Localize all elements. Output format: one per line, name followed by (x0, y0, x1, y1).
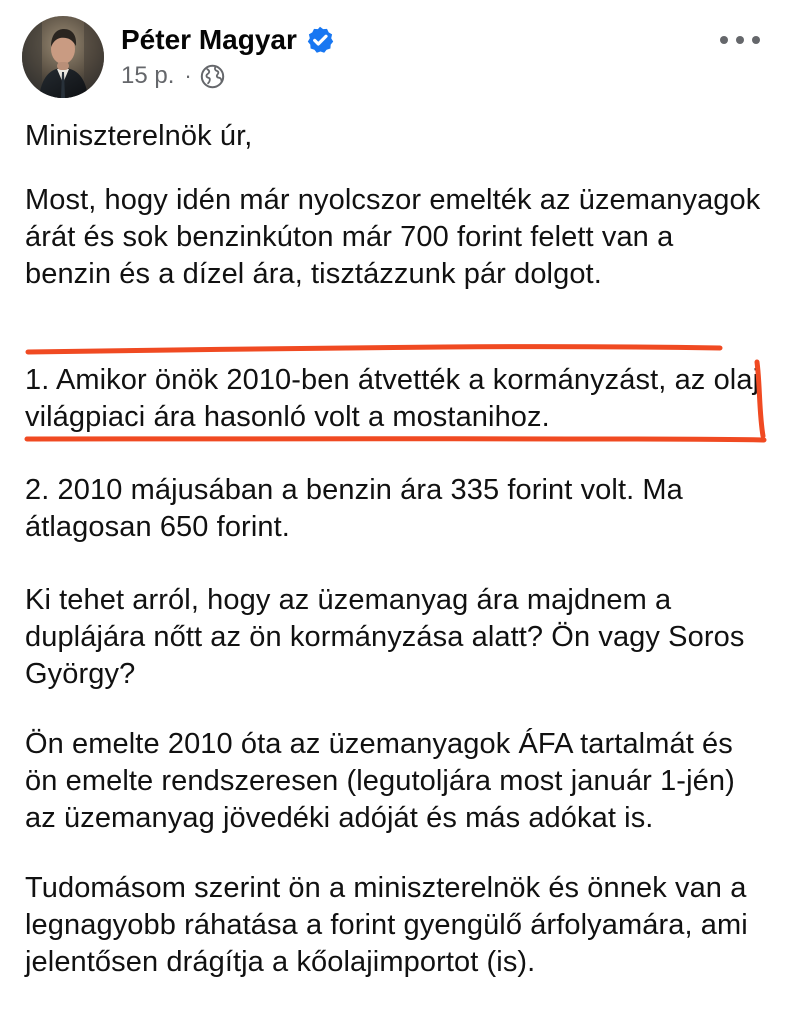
more-options-icon (719, 35, 761, 45)
tax-paragraph: Ön emelte 2010 óta az üzemanyagok ÁFA tartalmát és ön emelte rendszeresen (legutoljára most január 1-jén) az üzemanyag jövedéki adóját és más adókat is. (25, 728, 735, 834)
greeting-paragraph: Miniszterelnök úr, (25, 120, 253, 152)
author-block (121, 22, 621, 92)
author-avatar[interactable] (22, 16, 104, 98)
author-name[interactable]: Péter Magyar (121, 24, 297, 55)
meta-separator: · (184, 63, 192, 88)
globe-icon[interactable] (200, 64, 225, 89)
author-line (121, 22, 621, 58)
post-meta (121, 60, 621, 92)
point-two-paragraph: 2. 2010 májusában a benzin ára 335 forint volt. Ma átlagosan 650 forint. (25, 474, 683, 543)
post-header (22, 14, 767, 100)
exchange-rate-paragraph: Tudomásom szerint ön a miniszterelnök és önnek van a legnagyobb ráhatása a forint gyengülő árfolyamára, ami jelentősen drágítja a kőolajimportot (is). (25, 872, 748, 978)
post-time[interactable]: 15 p. (121, 62, 175, 89)
intro-paragraph: Most, hogy idén már nyolcszor emelték az üzemanyagok árát és sok benzinkúton már 700 forint felett van a benzin és a dízel ára, tisztázzunk pár dolgot. (25, 184, 761, 290)
more-options-button[interactable] (713, 26, 767, 54)
question-paragraph: Ki tehet arról, hogy az üzemanyag ára majdnem a duplájára nőtt az ön kormányzása alatt? Ön vagy Soros György? (25, 584, 745, 690)
point-one-paragraph: 1. Amikor önök 2010-ben átvették a kormányzást, az olaj világpiaci ára hasonló volt a mostanihoz. (25, 364, 760, 433)
verified-badge-icon (305, 25, 335, 55)
